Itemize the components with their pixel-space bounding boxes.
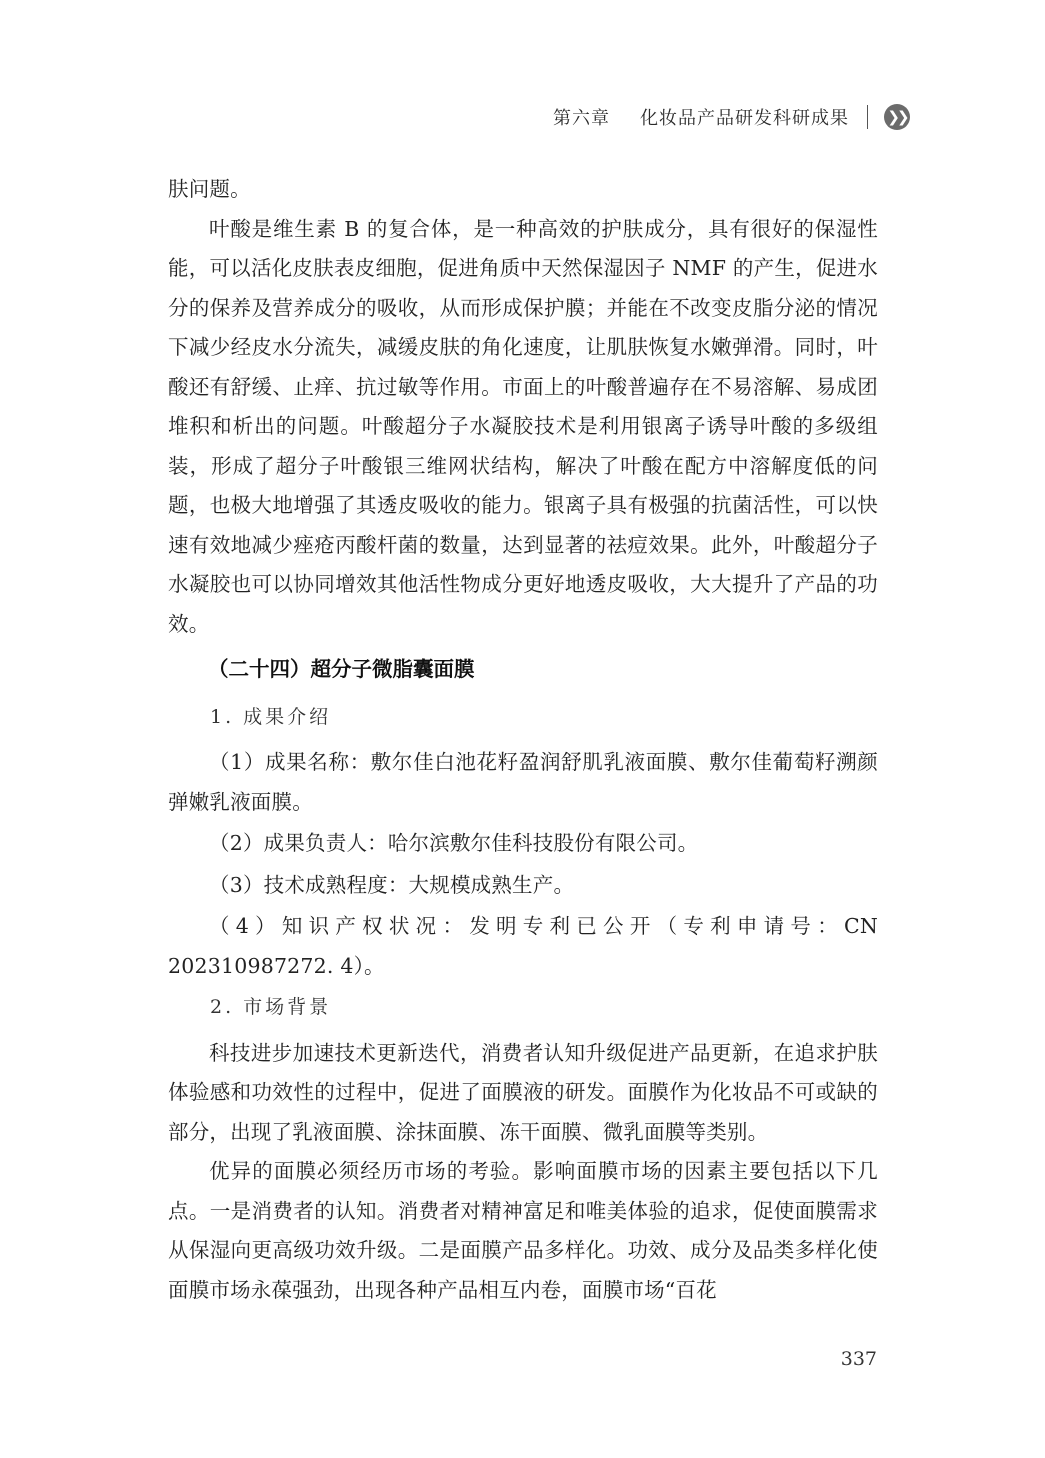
paragraph-continuation: 肤问题。 xyxy=(168,177,251,201)
section-heading: （二十四）超分子微脂囊面膜 xyxy=(208,657,475,681)
paragraph-market-2: 优异的面膜必须经历市场的考验。影响面膜市场的因素主要包括以下几点。一是消费者的认知。消费者对精神富足和唯美体验的追求，促使面膜需求从保湿向更高级功效升级。二是面膜产品多样化。功效、成分及品类多样化使面膜市场永葆强劲，出现各种产品相互内卷，面膜市场“百花 xyxy=(168,1159,878,1302)
paragraph-market-1: 科技进步加速技术更新迭代，消费者认知升级促进产品更新，在追求护肤体验感和功效性的过程中，促进了面膜液的研发。面膜作为化妆品不可或缺的部分，出现了乳液面膜、涂抹面膜、冻干面膜、微乳面膜等类别。 xyxy=(168,1040,878,1144)
paragraph-folic-acid: 叶酸是维生素 B 的复合体，是一种高效的护肤成分，具有很好的保湿性能，可以活化皮肤表皮细胞，促进角质中天然保湿因子 NMF 的产生，促进水分的保养及营养成分的吸收，从而形成保护膜；并能在不改变皮脂分泌的情况下减少经皮水分流失，减缓皮肤的角化速度，让肌肤恢复水嫩弹滑。同时，叶酸还有舒缓、止痒、抗过敏等作用。市面上的叶酸普遍存在不易溶解、易成团堆积和析出的问题。叶酸超分子水凝胶技术是利用银离子诱导叶酸的多级组装，形成了超分子叶酸银三维网状结构，解决了叶酸在配方中溶解度低的问题，也极大地增强了其透皮吸收的能力。银离子具有极强的抗菌活性，可以快速有效地减少痤疮丙酸杆菌的数量，达到显著的祛痘效果。此外，叶酸超分子水凝胶也可以协同增效其他活性物成分更好地透皮吸收，大大提升了产品的功效。 xyxy=(168,216,878,636)
double-chevron-right-icon: ❯❯ xyxy=(884,104,910,130)
page-number: 337 xyxy=(840,1348,877,1370)
list-item-maturity: （3）技术成熟程度：大规模成熟生产。 xyxy=(209,872,575,897)
header-divider xyxy=(867,105,868,129)
page-body xyxy=(168,170,878,1310)
list-item-owner: （2）成果负责人：哈尔滨敷尔佳科技股份有限公司。 xyxy=(209,831,699,855)
list-item-name: （1）成果名称：敷尔佳白池花籽盈润舒肌乳液面膜、敷尔佳葡萄籽溯颜弹嫩乳液面膜。 xyxy=(168,750,878,814)
subheading-market-background: 2. 市场背景 xyxy=(210,996,332,1018)
chapter-title: 化妆品产品研发科研成果 xyxy=(640,108,849,129)
list-item-ip: （4）知识产权状况：发明专利已公开（专利申请号：CN 202310987272. 4）。 xyxy=(168,914,878,978)
running-header xyxy=(553,104,910,130)
subheading-achievement-intro: 1. 成果介绍 xyxy=(210,705,332,728)
chapter-label: 第六章 xyxy=(553,108,610,129)
